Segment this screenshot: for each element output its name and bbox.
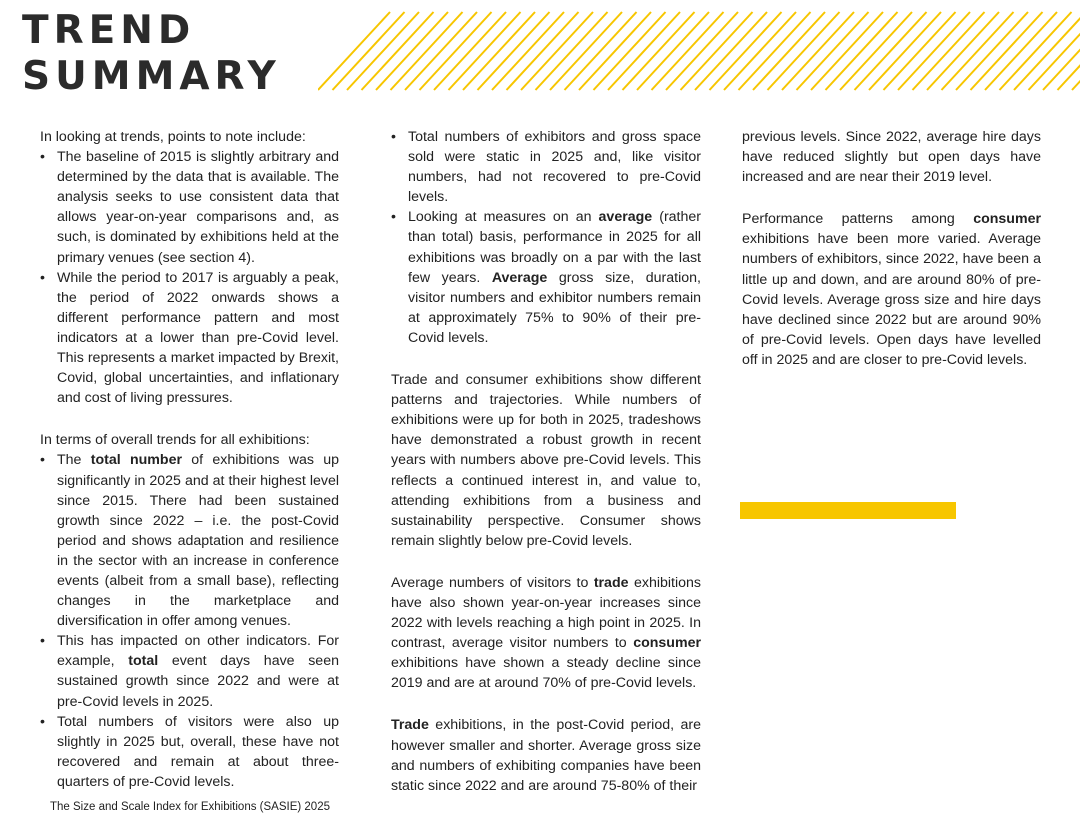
stripe-line bbox=[608, 12, 680, 90]
stripe-line bbox=[536, 12, 608, 90]
stripe-line bbox=[594, 12, 666, 90]
page-title bbox=[22, 8, 281, 100]
stripe-line bbox=[913, 12, 985, 90]
stripe-line bbox=[768, 12, 840, 90]
stripe-line bbox=[565, 12, 637, 90]
overall-trends-list bbox=[40, 450, 339, 792]
stripe-line bbox=[463, 12, 535, 90]
list-item: • Looking at measures on an average (rather than total) basis, performance in 2025 for all exhibitions was broadly on a par with the last few years. Average gross size, duration, visitor numbers and exhibitor numbers remain at approximately 75% to 90% of their pre-Covid levels. bbox=[391, 207, 701, 348]
column-middle bbox=[391, 127, 701, 796]
stripe-line bbox=[724, 12, 796, 90]
paragraph-consumer: Performance patterns among consumer exhibitions have been more varied. Average numbers of exhibitors, since 2022, have been a little up and down, and are around 80% of pre-Covid levels. Average gross size and hire days have declined since 2022 but are around 90% of pre-Covid levels. Open days have levelled off in 2025 and are closer to pre-Covid levels. bbox=[742, 211, 1041, 368]
stripe-line bbox=[492, 12, 564, 90]
stripe-line bbox=[739, 12, 811, 90]
column-right bbox=[742, 127, 1041, 370]
stripe-line bbox=[1000, 12, 1072, 90]
list-item: • This has impacted on other indicators. For example, total event days have seen sustained growth since 2022 and were at pre-Covid levels in 2025. bbox=[40, 631, 339, 711]
overall-trends-intro: In terms of overall trends for all exhibitions: bbox=[40, 432, 310, 449]
stripe-line bbox=[710, 12, 782, 90]
stripe-line bbox=[521, 12, 593, 90]
stripe-line bbox=[971, 12, 1043, 90]
stripe-line bbox=[956, 12, 1028, 90]
points-list bbox=[40, 147, 339, 408]
intro-text: In looking at trends, points to note include: bbox=[40, 129, 306, 145]
stripe-line bbox=[478, 12, 550, 90]
list-item: • The total number of exhibitions was up significantly in 2025 and at their highest level since 2015. There had been sustained growth since 2022 – i.e. the post-Covid period and shows adaptation and resilience in the sector with an increase in conference events (albeit from a small base), reflecting changes in the marketplace and diversification in offer among venues. bbox=[40, 450, 339, 631]
stripe-line bbox=[681, 12, 753, 90]
stripe-line bbox=[391, 12, 463, 90]
title-line-2: SUMMARY bbox=[22, 54, 281, 99]
stripe-line bbox=[333, 12, 405, 90]
stripe-line bbox=[507, 12, 579, 90]
list-item: • While the period to 2017 is arguably a peak, the period of 2022 onwards shows a different performance pattern and most indicators at a lower than pre-Covid level. This represents a market impacted by Brexit, Covid, global uncertainties, and inflationary and cost of living pressures. bbox=[40, 268, 339, 409]
stripe-line bbox=[884, 12, 956, 90]
stripe-line bbox=[318, 12, 390, 90]
stripe-line bbox=[362, 12, 434, 90]
stripe-line bbox=[869, 12, 941, 90]
stripe-line bbox=[985, 12, 1057, 90]
stripe-line bbox=[855, 12, 927, 90]
paragraph-trade-consumer: Trade and consumer exhibitions show different patterns and trajectories. While numbers of exhibitions were up for both in 2025, tradeshows have demonstrated a robust growth in recent years with numbers above pre-Covid levels. This reflects a continued interest in, and value to, attending exhibitions from a business and sustainability perspective. Consumer shows remain slightly below pre-Covid levels. bbox=[391, 372, 701, 549]
stripe-line bbox=[840, 12, 912, 90]
list-item: • Total numbers of exhibitors and gross space sold were static in 2025 and, like visitor numbers, had not recovered to pre-Covid levels. bbox=[391, 127, 701, 207]
paragraph-continued: previous levels. Since 2022, average hire days have reduced slightly but open days have increased and are near their 2019 level. bbox=[742, 129, 1041, 186]
stripe-line bbox=[826, 12, 898, 90]
list-item: • Total numbers of visitors were also up slightly in 2025 but, overall, these have not recovered and remain at about three-quarters of pre-Covid levels. bbox=[40, 712, 339, 792]
stripe-line bbox=[782, 12, 854, 90]
list-item: • The baseline of 2015 is slightly arbitrary and determined by the data that is available. The analysis seeks to use consistent data that allows year-on-year comparisons and, as such, is dominated by exhibitions held at the primary venues (see section 4). bbox=[40, 147, 339, 268]
stripe-line bbox=[695, 12, 767, 90]
diagonal-stripes-decoration bbox=[318, 10, 1080, 92]
footer-text: The Size and Scale Index for Exhibitions (SASIE) 2025 bbox=[50, 801, 330, 813]
stripe-line bbox=[405, 12, 477, 90]
stripe-line bbox=[449, 12, 521, 90]
stripe-line bbox=[376, 12, 448, 90]
stripe-line bbox=[550, 12, 622, 90]
title-line-1: TREND bbox=[22, 8, 196, 53]
stripe-line bbox=[637, 12, 709, 90]
stripe-line bbox=[623, 12, 695, 90]
stripe-line bbox=[797, 12, 869, 90]
stripe-line bbox=[753, 12, 825, 90]
stripe-line bbox=[927, 12, 999, 90]
stripe-line bbox=[942, 12, 1014, 90]
stripe-line bbox=[652, 12, 724, 90]
stripe-line bbox=[666, 12, 738, 90]
measures-list bbox=[391, 127, 701, 348]
paragraph-trade-exhibitions: Trade exhibitions, in the post-Covid period, are however smaller and shorter. Average gross size and numbers of exhibiting companies have been static since 2022 and are around 75-80% of their bbox=[391, 717, 701, 794]
accent-bar bbox=[740, 502, 956, 519]
column-left bbox=[40, 127, 339, 792]
stripe-line bbox=[347, 12, 419, 90]
stripe-line bbox=[420, 12, 492, 90]
stripe-line bbox=[898, 12, 970, 90]
stripe-line bbox=[811, 12, 883, 90]
stripe-line bbox=[579, 12, 651, 90]
stripe-line bbox=[434, 12, 506, 90]
paragraph-visitors: Average numbers of visitors to trade exhibitions have also shown year-on-year increases since 2022 with levels reaching a high point in 2025. In contrast, average visitor numbers to consumer exhibitions have shown a steady decline since 2019 and are at around 70% of pre-Covid levels. bbox=[391, 574, 701, 692]
